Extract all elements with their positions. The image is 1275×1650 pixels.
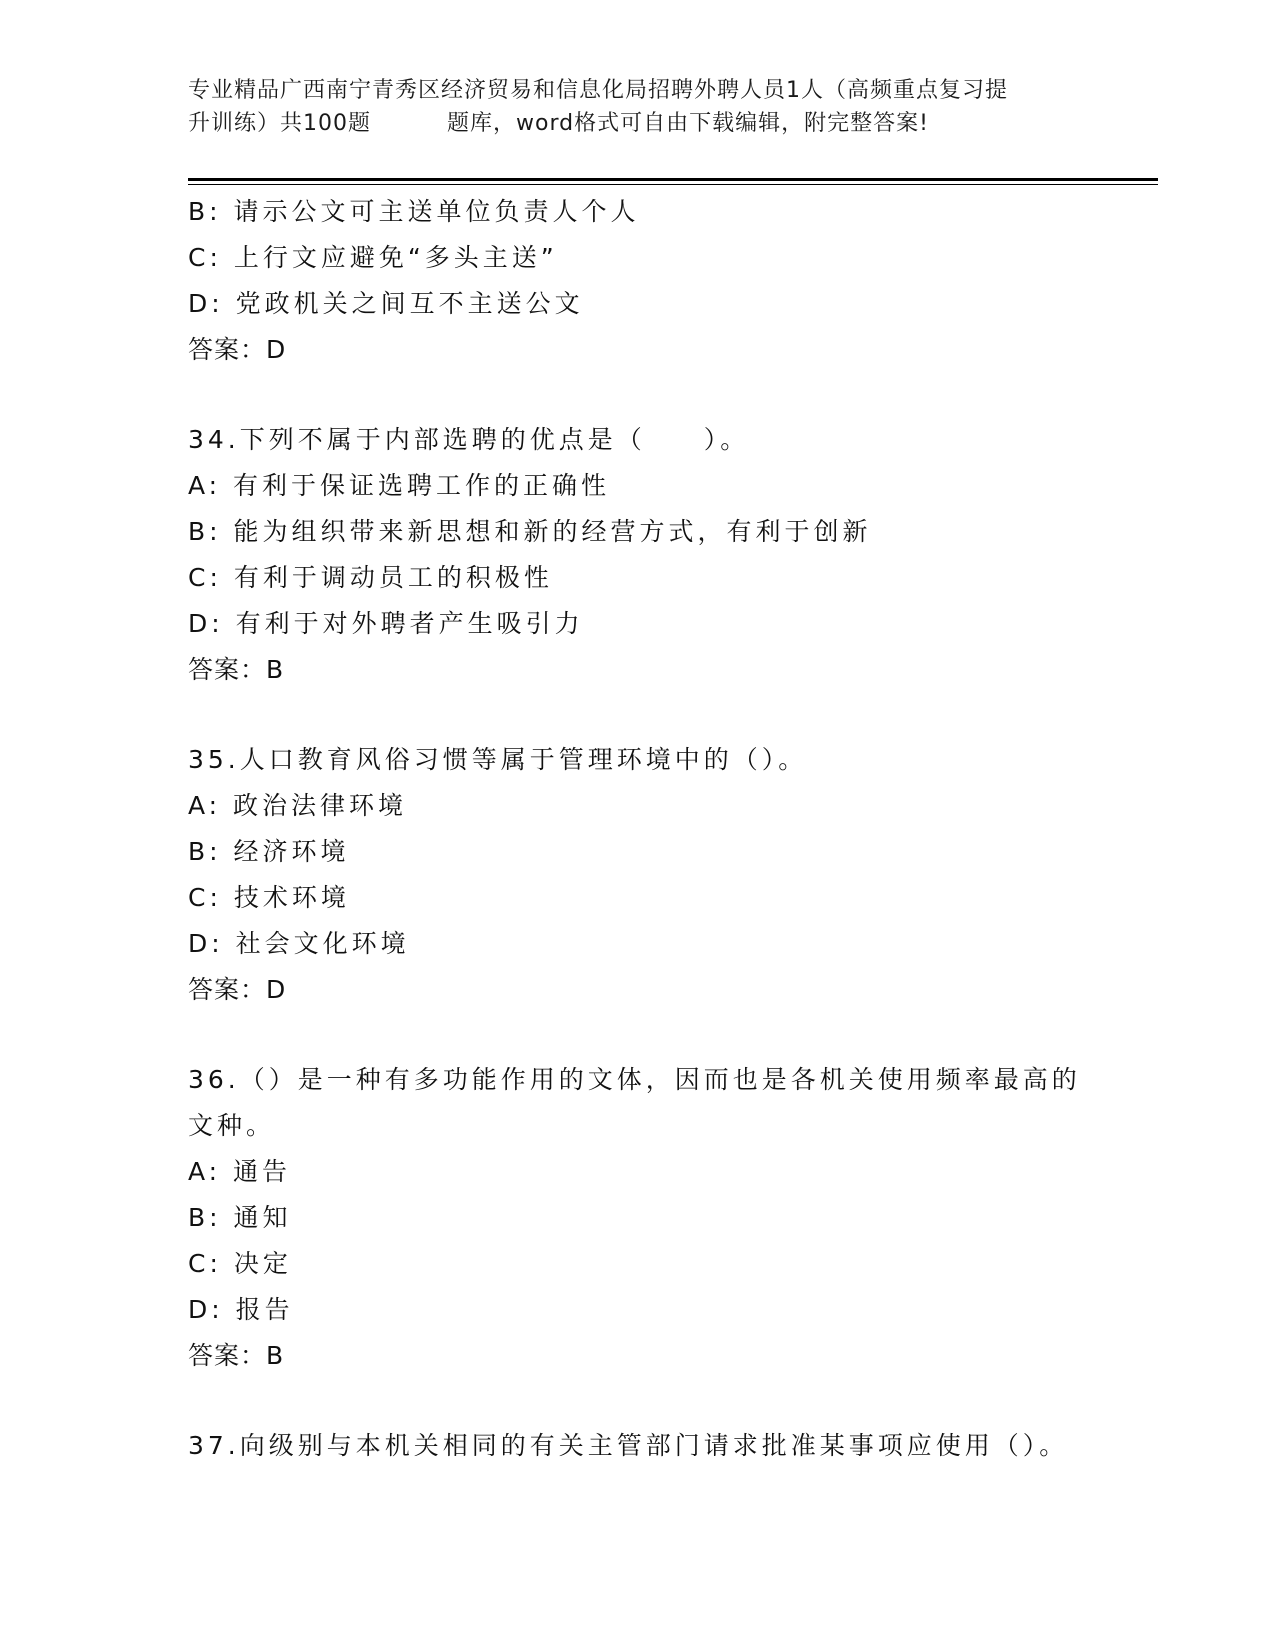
option-b: B: 请示公文可主送单位负责人个人 <box>188 197 640 226</box>
document-header <box>188 74 1088 140</box>
option-b: B: 能为组织带来新思想和新的经营方式，有利于创新 <box>188 517 872 546</box>
question-stem-line-2: 文种。 <box>188 1111 276 1140</box>
answer-line: 答案：B <box>188 1341 285 1370</box>
question-stem: 34.下列不属于内部选聘的优点是（ ）。 <box>188 425 750 454</box>
option-d: D: 报告 <box>188 1295 294 1324</box>
question-stem: 37.向级别与本机关相同的有关主管部门请求批准某事项应使用（）。 <box>188 1431 1069 1460</box>
question-list <box>188 189 1108 1469</box>
header-line-2 <box>188 107 1088 140</box>
option-c: C: 上行文应避免“多头主送” <box>188 243 558 272</box>
answer-line: 答案：D <box>188 975 287 1004</box>
question-35 <box>188 737 1108 1013</box>
option-d: D: 有利于对外聘者产生吸引力 <box>188 609 584 638</box>
question-spacer <box>188 1013 1108 1057</box>
question-spacer <box>188 1379 1108 1423</box>
question-33-continued <box>188 189 1108 373</box>
question-spacer <box>188 373 1108 417</box>
question-34 <box>188 417 1108 693</box>
question-36 <box>188 1057 1108 1379</box>
question-spacer <box>188 693 1108 737</box>
option-c: C: 决定 <box>188 1249 292 1278</box>
option-c: C: 技术环境 <box>188 883 350 912</box>
option-d: D: 党政机关之间互不主送公文 <box>188 289 584 318</box>
header-line-2-left: 升训练）共100题 <box>188 111 371 136</box>
option-c: C: 有利于调动员工的积极性 <box>188 563 553 592</box>
option-a: A: 有利于保证选聘工作的正确性 <box>188 471 611 500</box>
header-line-2-right: 题库，word格式可自由下载编辑，附完整答案! <box>447 111 929 136</box>
question-stem-line-1: 36.（）是一种有多功能作用的文体，因而也是各机关使用频率最高的 <box>188 1065 1081 1094</box>
option-a: A: 通告 <box>188 1157 292 1186</box>
question-stem: 35.人口教育风俗习惯等属于管理环境中的（）。 <box>188 745 808 774</box>
question-37 <box>188 1423 1108 1469</box>
answer-line: 答案：B <box>188 655 285 684</box>
option-b: B: 经济环境 <box>188 837 350 866</box>
option-a: A: 政治法律环境 <box>188 791 408 820</box>
header-divider-thick <box>188 178 1158 181</box>
option-b: B: 通知 <box>188 1203 292 1232</box>
answer-line: 答案：D <box>188 335 287 364</box>
header-line-1: 专业精品广西南宁青秀区经济贸易和信息化局招聘外聘人员1人（高频重点复习提 <box>188 78 1008 103</box>
option-d: D: 社会文化环境 <box>188 929 410 958</box>
header-divider-thin <box>188 184 1158 185</box>
